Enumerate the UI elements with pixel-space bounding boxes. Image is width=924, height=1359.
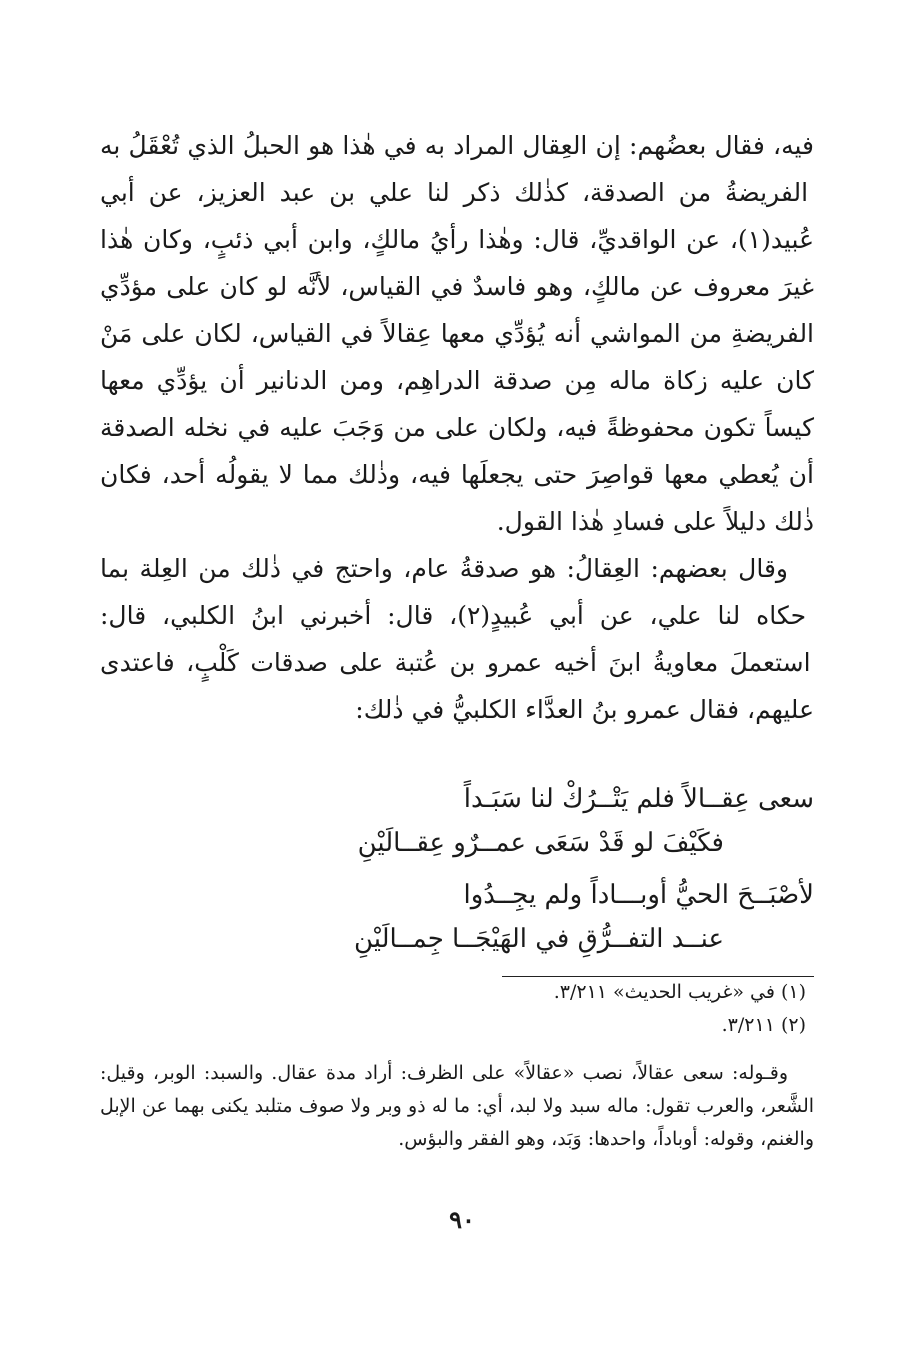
commentary-text: وقـوله: سعى عقالاً، نصب «عقالاً» على الظرف: أراد مدة عقال. والسبد: <box>195 1062 789 1084</box>
main-text-block <box>100 122 814 733</box>
text-line: معها كيساً تكون محفوظةً فيه، ولكان على من وَجَبَ عليه في نخله <box>100 366 814 442</box>
commentary-text: متلبد يكنى بهما عن الإبل والغنم، وقوله: أوباداً، واحدها: وَبَد، وهو الفقر والبؤس. <box>100 1095 814 1150</box>
footnote: (٢) ٣/٢١١. <box>721 1014 806 1036</box>
text-line: أحد، فكان ذٰلك دليلاً على فسادِ هٰذا القول. <box>100 460 814 536</box>
text-line: عليهم، فقال عمرو بنُ العدَّاء الكلبيُّ في ذٰلك: <box>355 695 814 724</box>
paragraph-2 <box>100 545 814 733</box>
text-line: بما حكاه لنا علي، عن أبي عُبيدٍ(٢)، قال: أخبرني ابنُ الكلبي، قال: <box>100 554 807 630</box>
commentary-text: الوبر، وقيل: الشَّعر، والعرب تقول: ماله سبد ولا لبد، أي: ما له ذو وبر ولا صوف <box>100 1062 815 1117</box>
footnote: (١) في «غريب الحديث» ٣/٢١١. <box>553 981 806 1003</box>
text-line: به الفريضةُ من الصدقة، كذٰلك ذكر لنا علي بن عبد العزيز، عن أبي <box>100 131 809 207</box>
text-line: هٰذا غيرَ معروف عن مالكٍ، وهو فاسدٌ في القياس، لأنَّه لو كان على <box>100 225 814 301</box>
commentary-line <box>100 1057 814 1156</box>
text-line: على مَنْ كان عليه زكاة ماله مِن صدقة الدراهِم، ومن الدنانير أن يؤدِّي <box>100 319 814 395</box>
text-line: وقال بعضهم: العِقالُ: هو صدقةُ عام، واحتج في ذٰلك من العِلة <box>129 554 788 583</box>
commentary-note <box>100 1057 814 1156</box>
poem-verse: عنــد التفــرُّقِ في الهَيْجَــا جِمــالَيْنِ <box>353 924 724 954</box>
poem-verse: لأصْبَــحَ الحيُّ أوبـــاداً ولم يجِــدُوا <box>463 880 814 910</box>
poem-block <box>100 777 814 969</box>
poem-verse: سعى عِقــالاً فلم يَتْــرُكْ لنا سَبَـداً <box>463 784 814 814</box>
text-line: مؤدِّي الفريضةِ من المواشي أنه يُؤدِّي معها عِقالاً في القياس، لكان <box>100 272 815 348</box>
text-line: استعملَ معاويةُ ابنَ أخيه عمرو بن عُتبة على صدقات كَلْبٍ، فاعتدى <box>100 648 811 677</box>
page-number: ٩٠ <box>449 1205 475 1234</box>
paragraph-1 <box>100 122 814 545</box>
text-line: فيه، فقال بعضُهم: إن العِقال المراد به في هٰذا هو الحبلُ الذي تُعْقَلُ <box>120 131 814 160</box>
text-line: الصدقة أن يُعطي معها قواصِرَ حتى يجعلَها فيه، وذٰلك مما لا يقولُه <box>100 413 814 489</box>
footnotes <box>100 976 806 1042</box>
text-line: عُبيد(١)، عن الواقديِّ، قال: وهٰذا رأيُ مالكٍ، وابن أبي ذئبٍ، وكان <box>133 225 814 254</box>
poem-verse: فكَيْفَ لو قَدْ سَعَى عمــرٌو عِقــالَيْنِ <box>357 828 724 858</box>
